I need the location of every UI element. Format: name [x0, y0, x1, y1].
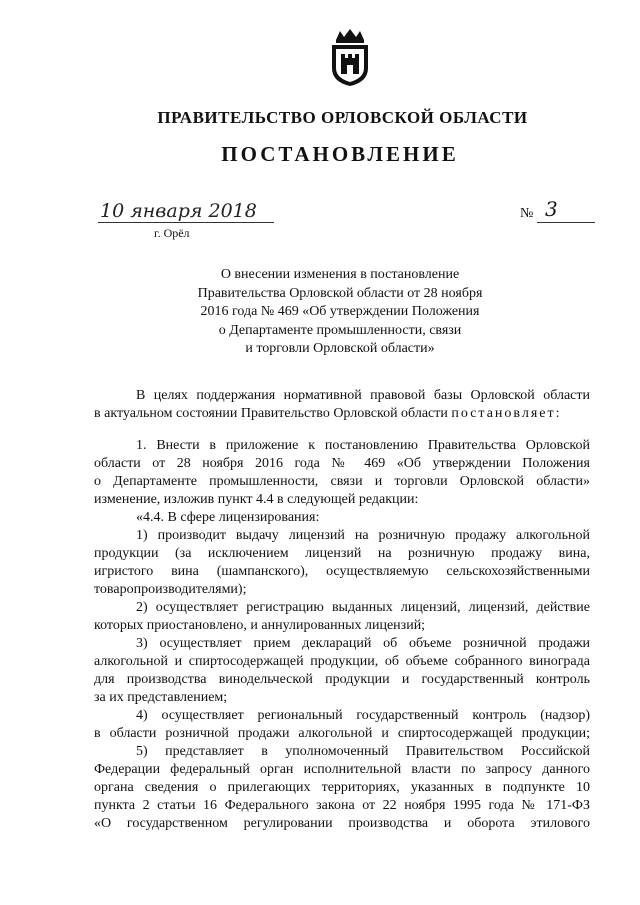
coat-of-arms-icon — [328, 28, 372, 88]
body-line: 4) осуществляет региональный государственный контроль (надзор) — [136, 708, 590, 723]
number-underline — [537, 222, 595, 223]
subject-line: и торговли Орловской области» — [245, 341, 435, 356]
body-line: алкогольной и спиртосодержащей продукции, об объеме собранного винограда — [94, 654, 590, 669]
body-line: о Департаменте промышленности, связи и торговли Орловской области» — [94, 474, 590, 489]
preamble-keyword: постановляет: — [451, 406, 562, 421]
body-line: «4.4. В сфере лицензирования: — [136, 510, 320, 525]
body-line: изменение, изложив пункт 4.4 в следующей редакции: — [94, 492, 419, 507]
subject-line: 2016 года № 469 «Об утверждении Положения — [200, 304, 480, 319]
document-subject — [150, 266, 530, 359]
body-line: 3) осуществляет прием деклараций об объеме розничной продажи — [136, 636, 590, 651]
body-line: Федерации федеральный орган исполнительной власти по запросу данного — [94, 762, 590, 777]
document-date: 10 января 2018 — [100, 200, 257, 222]
body-line: для производства винодельческой продукции и государственный контроль — [94, 672, 590, 687]
preamble-text: в актуальном состоянии Правительство Орловской области — [94, 406, 452, 421]
body-line: за их представлением; — [94, 690, 228, 705]
body-line: 1) производит выдачу лицензий на розничную продажу алкогольной — [136, 528, 590, 543]
preamble-line — [94, 405, 590, 423]
body-line: органа сведения о прилегающих территориях, указанных в подпункте 10 — [94, 780, 590, 795]
body-line: 1. Внести в приложение к постановлению Правительства Орловской — [136, 438, 590, 453]
subject-line: О внесении изменения в постановление — [220, 267, 460, 282]
preamble-line: В целях поддержания нормативной правовой базы Орловской области — [136, 388, 590, 403]
body-line: 5) представляет в уполномоченный Правительством Российской — [136, 744, 590, 759]
subject-line: Правительства Орловской области от 28 ноября — [197, 285, 483, 301]
body-line: в области розничной продажи алкогольной и спиртосодержащей продукции; — [94, 726, 590, 741]
body-line: пункта 2 статьи 16 Федерального закона от 22 ноября 1995 года № 171-ФЗ — [94, 798, 590, 813]
body-line: «О государственном регулировании производства и оборота этилового — [94, 816, 590, 831]
document-city: г. Орёл — [154, 226, 190, 240]
body-line: игристого вина (шампанского), осуществляемую сельскохозяйственными — [94, 564, 590, 579]
body-line: 2) осуществляет регистрацию выданных лицензий, лицензий, действие — [136, 600, 590, 615]
subject-line: о Департаменте промышленности, связи — [218, 322, 462, 338]
date-underline — [98, 222, 274, 223]
body-line: продукции (за исключением лицензий на розничную продажу вина, — [94, 546, 590, 561]
document-type-title: ПОСТАНОВЛЕНИЕ — [221, 142, 459, 166]
body-line: которых приостановлено, и аннулированных лицензий; — [94, 618, 426, 633]
number-label: № — [520, 206, 534, 221]
government-title: ПРАВИТЕЛЬСТВО ОРЛОВСКОЙ ОБЛАСТИ — [157, 108, 528, 127]
body-line: области от 28 ноября 2016 года № 469 «Об утверждении Положения — [94, 456, 590, 471]
body-line: товаропроизводителями); — [94, 582, 247, 597]
document-number: 3 — [545, 197, 558, 221]
